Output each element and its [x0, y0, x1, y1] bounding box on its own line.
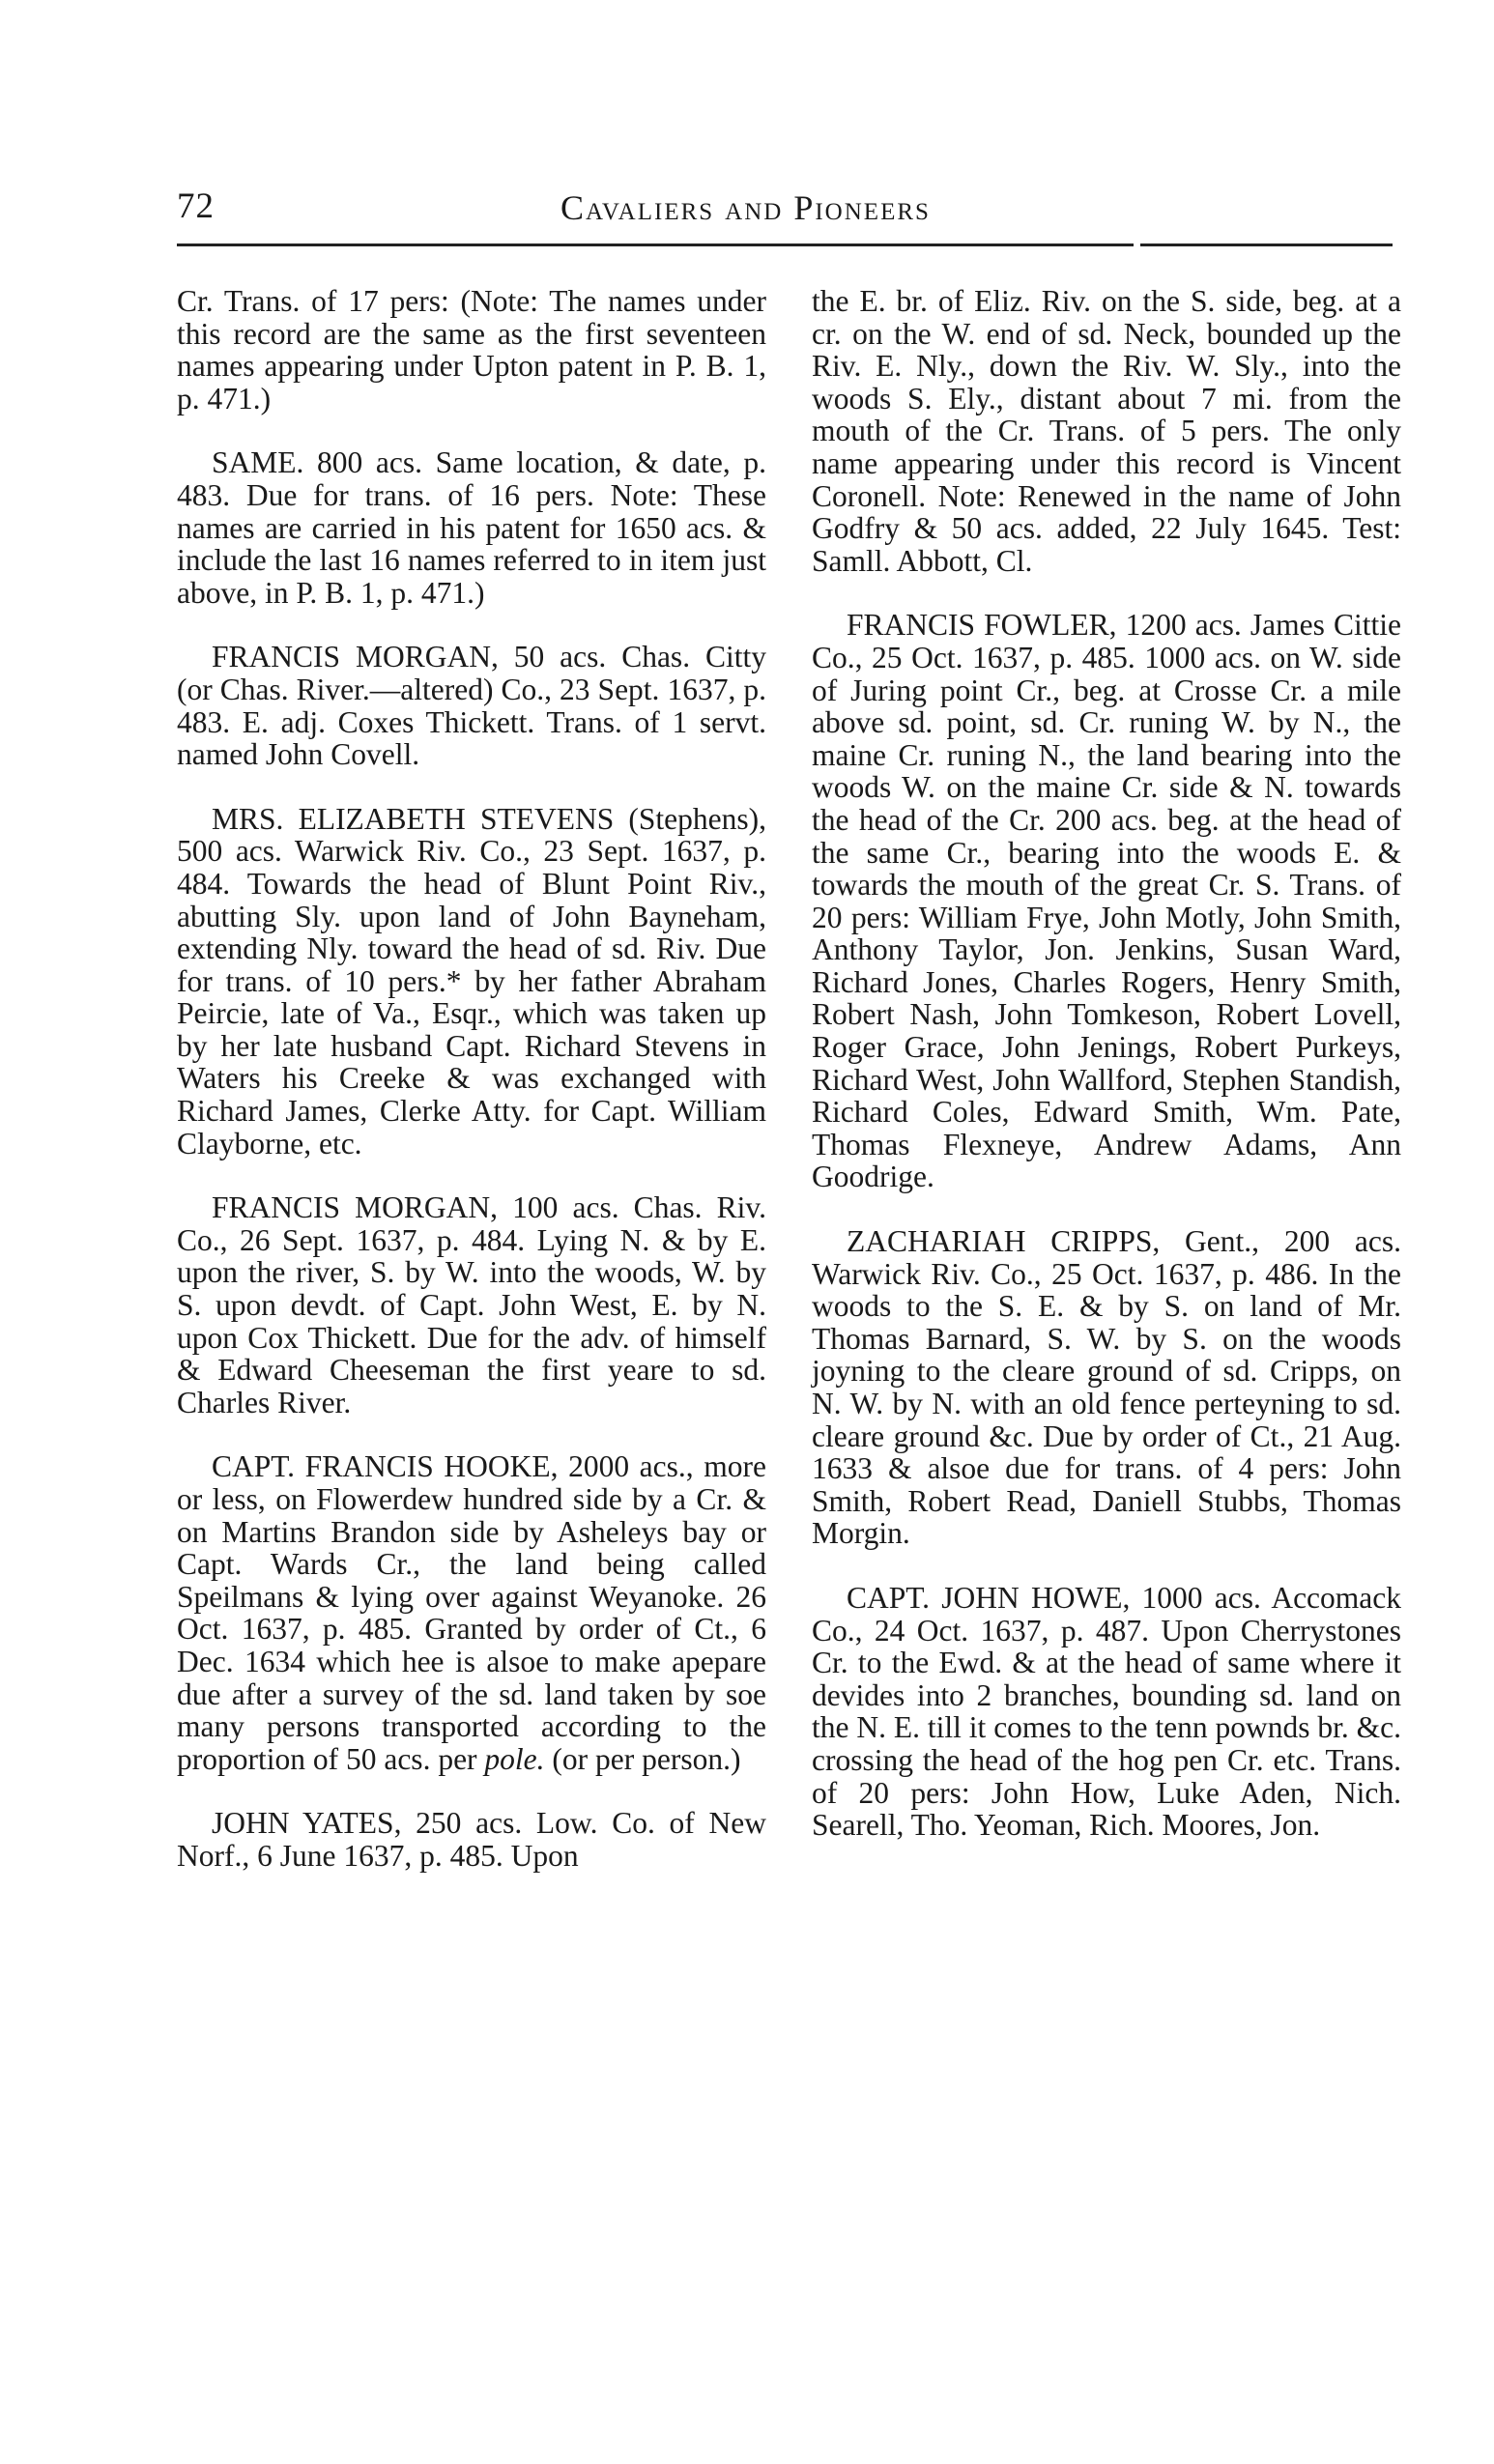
patent-entry: FRANCIS FOWLER, 1200 acs. James Cittie Co., 25 Oct. 1637, p. 485. 1000 acs. on W. side of Juring point Cr., beg. at Crosse Cr. a mile above sd. point, sd. Cr. runing W. by N., the maine Cr. runing N., the land bearing into the woods W. on the maine Cr. side & N. towards the head of the Cr. 200 acs. beg. at the head of the same Cr., bearing into the woods E. & towards the mouth of the great Cr. S. Trans. of 20 pers: William Frye, John Motly, John Smith, Anthony Taylor, Jon. Jenkins, Susan Ward, Richard Jones, Charles Rogers, Henry Smith, Robert Nash, John Tomkeson, Robert Lovell, Roger Grace, John Jenings, Robert Purkeys, Richard West, John Wallford, Stephen Standish, Richard Coles, Edward Smith, Wm. Pate, Thomas Flexneye, Andrew Adams, Ann Goodrige.	[812, 608, 1401, 1194]
running-title: Cavaliers and Pioneers	[560, 188, 931, 227]
patent-entry: FRANCIS MORGAN, 100 acs. Chas. Riv. Co., 26 Sept. 1637, p. 484. Lying N. & by E. upon the river, S. by W. into the woods, W. by S. upon devdt. of Capt. John West, E. by N. upon Cox Thickett. Due for the adv. of himself & Edward Cheeseman the first yeare to sd. Charles River.	[177, 1190, 766, 1419]
header-rule-left	[177, 244, 1134, 246]
entry-text: (or per person.)	[544, 1741, 741, 1776]
entry-text: CAPT. FRANCIS HOOKE, 2000 acs., more or less, on Flowerdew hundred side by a Cr. & on Martins Brandon side by Asheleys bay or Capt. Wards Cr., the land being called Speilmans & lying over against Weyanoke. 26 Oct. 1637, p. 485. Granted by order of Ct., 6 Dec. 1634 which hee is alsoe to make apepare due after a survey of the sd. land taken by soe many persons transported according to the proportion of 50 acs. per	[177, 1449, 766, 1776]
patent-entry: MRS. ELIZABETH STEVENS (Stephens), 500 acs. Warwick Riv. Co., 23 Sept. 1637, p. 484. Towards the head of Blunt Point Riv., abutting Sly. upon land of John Bayneham, extending Nly. toward the head of sd. Riv. Due for trans. of 10 pers.* by her father Abraham Peircie, late of Va., Esqr., which was taken up by her late husband Capt. Richard Stevens in Waters his Creeke & was exchanged with Richard James, Clerke Atty. for Capt. William Clayborne, etc.	[177, 801, 766, 1160]
patent-entry: CAPT. JOHN HOWE, 1000 acs. Accomack Co., 24 Oct. 1637, p. 487. Upon Cherrystones Cr. to the Ewd. & at the head of same where it devides into 2 branches, bounding sd. land on the N. E. till it comes to the tenn pownds br. &c. crossing the head of the hog pen Cr. etc. Trans. of 20 pers: John How, Luke Aden, Nich. Searell, Tho. Yeoman, Rich. Moores, Jon.	[812, 1580, 1401, 1843]
italic-word: pole.	[484, 1741, 545, 1776]
header-rule-right	[1140, 244, 1393, 246]
patent-entry: JOHN YATES, 250 acs. Low. Co. of New Norf., 6 June 1637, p. 485. Upon	[177, 1806, 766, 1873]
patent-entry: SAME. 800 acs. Same location, & date, p. 483. Due for trans. of 16 pers. Note: These names are carried in his patent for 1650 acs. & include the last 16 names referred to in item just above, in P. B. 1, p. 471.)	[177, 445, 766, 610]
left-column	[177, 285, 766, 1905]
patent-entry: the E. br. of Eliz. Riv. on the S. side, beg. at a cr. on the W. end of sd. Neck, bounded up the Riv. E. Nly., down the Riv. W. Sly., into the woods S. Ely., distant about 7 mi. from the mouth of the Cr. Trans. of 5 pers. The only name appearing under this record is Vincent Coronell. Note: Renewed in the name of John Godfry & 50 acs. added, 22 July 1645. Test: Samll. Abbott, Cl.	[812, 284, 1401, 578]
patent-entry: Cr. Trans. of 17 pers: (Note: The names under this record are the same as the first seventeen names appearing under Upton patent in P. B. 1, p. 471.)	[177, 284, 766, 415]
page-number: 72	[177, 186, 215, 226]
patent-entry: FRANCIS MORGAN, 50 acs. Chas. Citty (or Chas. River.—altered) Co., 23 Sept. 1637, p. 483. E. adj. Coxes Thickett. Trans. of 1 servt. named John Covell.	[177, 640, 766, 772]
right-column	[812, 285, 1401, 1874]
patent-entry: ZACHARIAH CRIPPS, Gent., 200 acs. Warwick Riv. Co., 25 Oct. 1637, p. 486. In the woods to the S. E. & by S. on land of Mr. Thomas Barnard, S. W. by S. on the woods joyning to the cleare ground of sd. Cripps, on N. W. by N. with an old fence perteyning to sd. cleare ground &c. Due by order of Ct., 21 Aug. 1633 & alsoe due for trans. of 4 pers: John Smith, Robert Read, Daniell Stubbs, Thomas Morgin.	[812, 1224, 1401, 1551]
patent-entry	[177, 1450, 766, 1775]
